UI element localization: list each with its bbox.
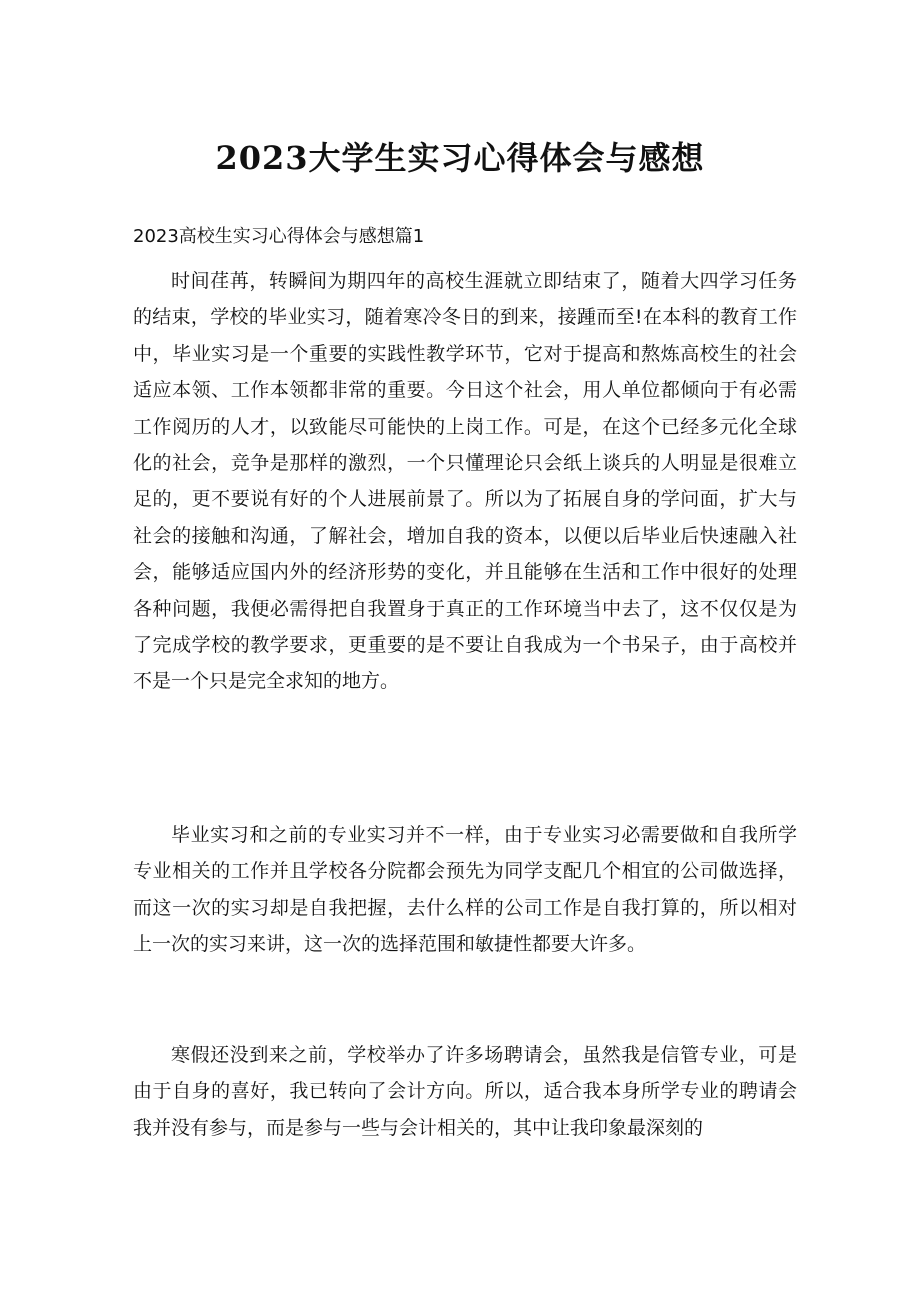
- body-paragraph-3: [133, 1037, 797, 1146]
- document-title: 2023大学生实习心得体会与感想: [215, 139, 705, 177]
- body-paragraph-1: [133, 263, 797, 700]
- paragraph-text: 寒假还没到来之前，学校举办了许多场聘请会，虽然我是信管专业，可是由于自身的喜好，我已转向了会计方向。所以，适合我本身所学专业的聘请会我并没有参与，而是参与一些与会计相关的，其中让我印象最深刻的: [133, 1044, 797, 1139]
- paragraph-text: 时间荏苒，转瞬间为期四年的高校生涯就立即结束了，随着大四学习任务的结束，学校的毕业实习，随着寒冷冬日的到来，接踵而至!在本科的教育工作中，毕业实习是一个重要的实践性教学环节，它对于提高和熬炼高校生的社会适应本领、工作本领都非常的重要。今日这个社会，用人单位都倾向于有必需工作阅历的人才，以致能尽可能快的上岗工作。可是，在这个已经多元化全球化的社会，竞争是那样的激烈，一个只懂理论只会纸上谈兵的人明显是很难立足的，更不要说有好的个人进展前景了。所以为了拓展自身的学问面，扩大与社会的接触和沟通，了解社会，增加自我的资本，以便以后毕业后快速融入社会，能够适应国内外的经济形势的变化，并且能够在生活和工作中很好的处理各种问题，我便必需得把自我置身于真正的工作环境当中去了，这不仅仅是为了完成学校的教学要求，更重要的是不要让自我成为一个书呆子，由于高校并不是一个只是完全求知的地方。: [133, 270, 797, 693]
- section-heading: 2023高校生实习心得体会与感想篇1: [133, 226, 425, 247]
- paragraph-text: 毕业实习和之前的专业实习并不一样，由于专业实习必需要做和自我所学专业相关的工作并且学校各分院都会预先为同学支配几个相宜的公司做选择，而这一次的实习却是自我把握，去什么样的公司工作是自我打算的，所以相对上一次的实习来讲，这一次的选择范围和敏捷性都要大许多。: [133, 824, 797, 956]
- body-paragraph-2: [133, 817, 797, 963]
